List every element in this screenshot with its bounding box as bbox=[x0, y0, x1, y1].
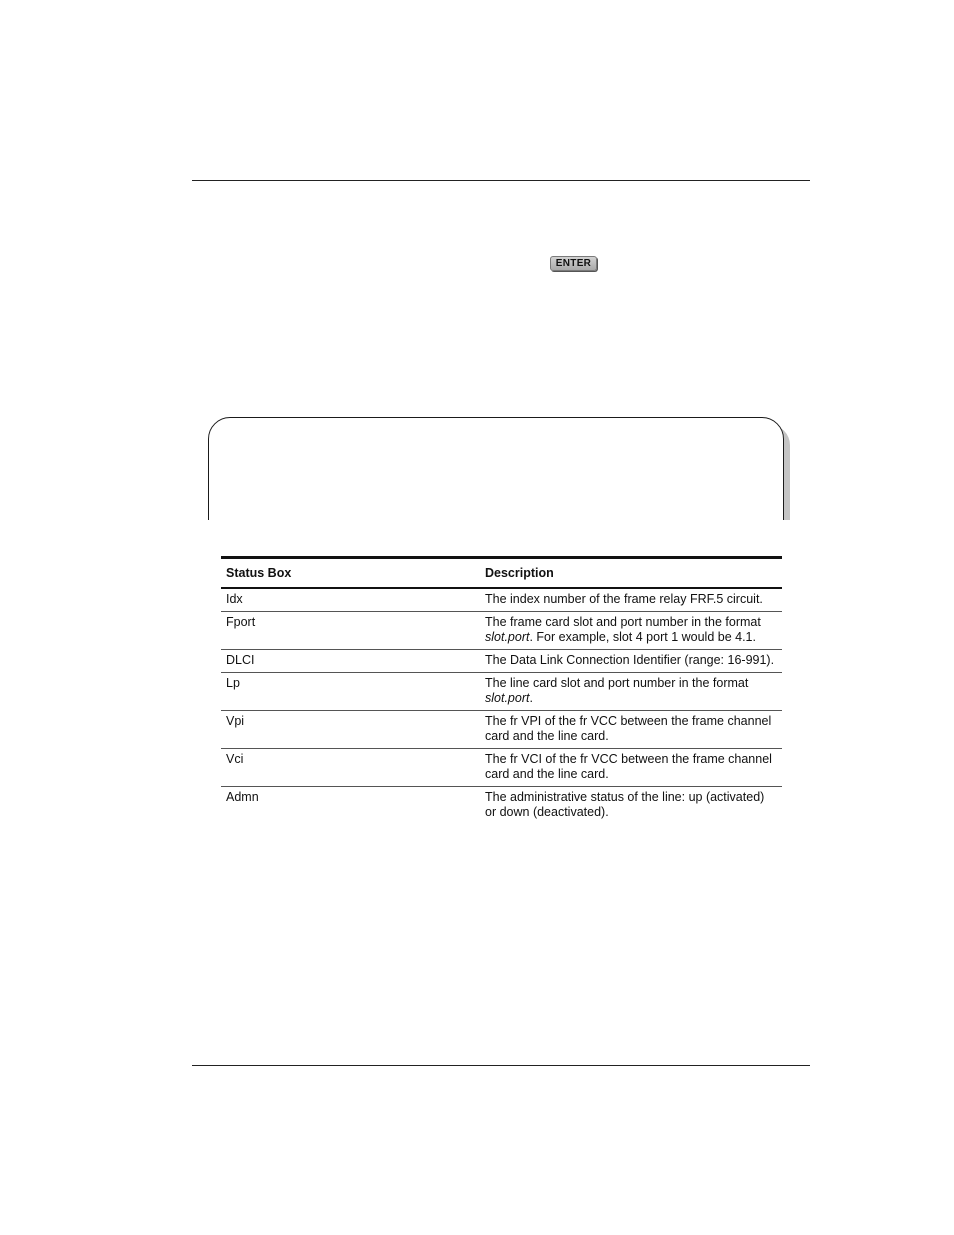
table-row bbox=[221, 588, 782, 612]
column-header-description: Description bbox=[474, 558, 782, 589]
table-row bbox=[221, 650, 782, 673]
description-cell bbox=[474, 612, 782, 650]
status-box-table bbox=[221, 556, 782, 824]
description-text: The Data Link Connection Identifier (range: 16-991). bbox=[485, 653, 775, 667]
table-row bbox=[221, 673, 782, 711]
column-header-status-box: Status Box bbox=[221, 558, 474, 589]
status-box-cell: Vpi bbox=[221, 711, 474, 749]
description-emphasis: slot.port bbox=[485, 630, 530, 644]
status-box-cell: DLCI bbox=[221, 650, 474, 673]
footer-rule bbox=[192, 1065, 810, 1066]
table-row bbox=[221, 612, 782, 650]
enter-key-icon: ENTER bbox=[550, 256, 597, 271]
status-box-cell: Fport bbox=[221, 612, 474, 650]
status-box-cell: Idx bbox=[221, 588, 474, 612]
table-header-row bbox=[221, 558, 782, 589]
description-text: The fr VCI of the fr VCC between the frame channel card and the line card. bbox=[485, 752, 772, 781]
description-cell bbox=[474, 787, 782, 825]
header-rule bbox=[192, 180, 810, 181]
table-row bbox=[221, 749, 782, 787]
description-text: The fr VPI of the fr VCC between the frame channel card and the line card. bbox=[485, 714, 772, 743]
description-text: The index number of the frame relay FRF.5 circuit. bbox=[485, 592, 763, 606]
status-box-cell: Lp bbox=[221, 673, 474, 711]
description-cell bbox=[474, 588, 782, 612]
description-emphasis: slot.port bbox=[485, 691, 530, 705]
table-row bbox=[221, 787, 782, 825]
description-text: The frame card slot and port number in the format bbox=[485, 615, 761, 629]
description-cell bbox=[474, 711, 782, 749]
description-cell bbox=[474, 673, 782, 711]
description-text: The administrative status of the line: up (activated) or down (deactivated). bbox=[485, 790, 765, 819]
description-text: The line card slot and port number in the format bbox=[485, 676, 749, 690]
description-cell bbox=[474, 650, 782, 673]
description-text-end: . bbox=[529, 691, 533, 705]
table-row bbox=[221, 711, 782, 749]
status-box-cell: Admn bbox=[226, 790, 259, 804]
status-box-cell: Vci bbox=[221, 749, 474, 787]
description-cell bbox=[474, 749, 782, 787]
terminal-screen bbox=[208, 417, 790, 520]
description-text-end: . For example, slot 4 port 1 would be 4.1. bbox=[529, 630, 756, 644]
terminal-screen-frame bbox=[208, 417, 784, 520]
